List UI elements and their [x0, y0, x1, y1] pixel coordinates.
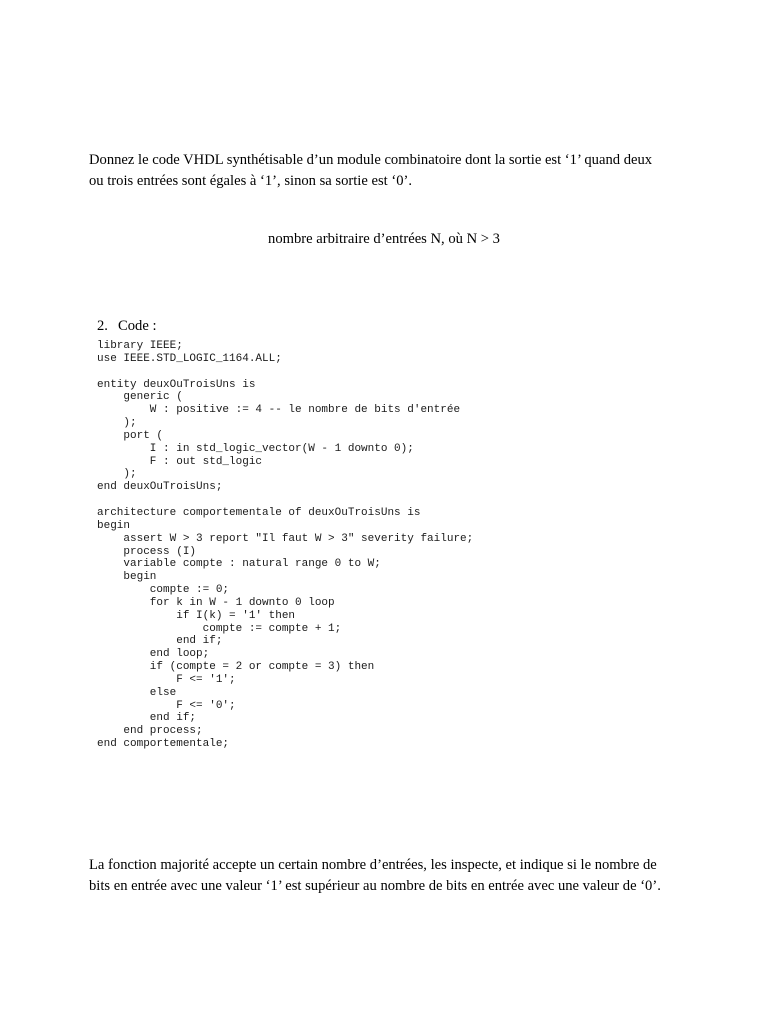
intro-line-2: ou trois entrées sont égales à ‘1’, sinon sa sortie est ‘0’. [89, 173, 413, 189]
code-line: generic ( [97, 391, 183, 404]
code-line: end if; [97, 635, 223, 648]
code-line: ); [97, 417, 137, 430]
code-section-title: Code : [118, 318, 157, 334]
code-line: port ( [97, 429, 164, 442]
closing-paragraph [89, 855, 709, 897]
code-line: end deuxOuTroisUns; [97, 481, 223, 494]
code-line: end comportementale; [97, 738, 230, 751]
code-line: use IEEE.STD_LOGIC_1164.ALL; [97, 352, 282, 365]
code-line: begin [97, 571, 157, 584]
code-section-heading [97, 316, 157, 337]
closing-line-2: bits en entrée avec une valeur ‘1’ est supérieur au nombre de bits en entrée avec une valeur de ‘0’. [89, 878, 661, 894]
closing-line-1: La fonction majorité accepte un certain nombre d’entrées, les inspecte, et indique si le nombre de [89, 857, 657, 873]
code-line: F : out std_logic [97, 455, 263, 468]
intro-line-1: Donnez le code VHDL synthétisable d’un module combinatoire dont la sortie est ‘1’ quand deux [89, 152, 653, 168]
code-line: library IEEE; [97, 340, 183, 352]
code-line: ); [97, 468, 137, 481]
code-line: assert W > 3 report "Il faut W > 3" severity failure; [97, 532, 474, 545]
code-line [97, 366, 473, 379]
code-line: compte := compte + 1; [97, 622, 342, 635]
code-line: process (I) [97, 545, 197, 558]
code-line: entity deuxOuTroisUns is [97, 378, 256, 391]
code-line: F <= '0'; [97, 699, 236, 712]
code-line: compte := 0; [97, 584, 230, 597]
code-line: begin [97, 519, 131, 532]
code-line: end process; [97, 725, 203, 738]
code-line: else [97, 686, 177, 699]
code-line: end if; [97, 712, 197, 725]
code-line: for k in W - 1 downto 0 loop [97, 596, 335, 609]
code-line: F <= '1'; [97, 673, 236, 686]
vhdl-code-block [97, 340, 473, 751]
code-line: if (compte = 2 or compte = 3) then [97, 661, 375, 674]
code-line: architecture comportementale of deuxOuTroisUns is [97, 506, 421, 519]
code-line: end loop; [97, 648, 210, 661]
code-line: I : in std_logic_vector(W - 1 downto 0); [97, 442, 414, 455]
code-line: W : positive := 4 -- le nombre de bits d'entrée [97, 404, 461, 417]
intro-paragraph [89, 150, 709, 192]
code-section-number: 2. [97, 318, 108, 334]
code-line: variable compte : natural range 0 to W; [97, 558, 381, 571]
code-line [97, 494, 473, 507]
subtitle: nombre arbitraire d’entrées N, où N > 3 [268, 231, 500, 247]
code-line: if I(k) = '1' then [97, 609, 296, 622]
